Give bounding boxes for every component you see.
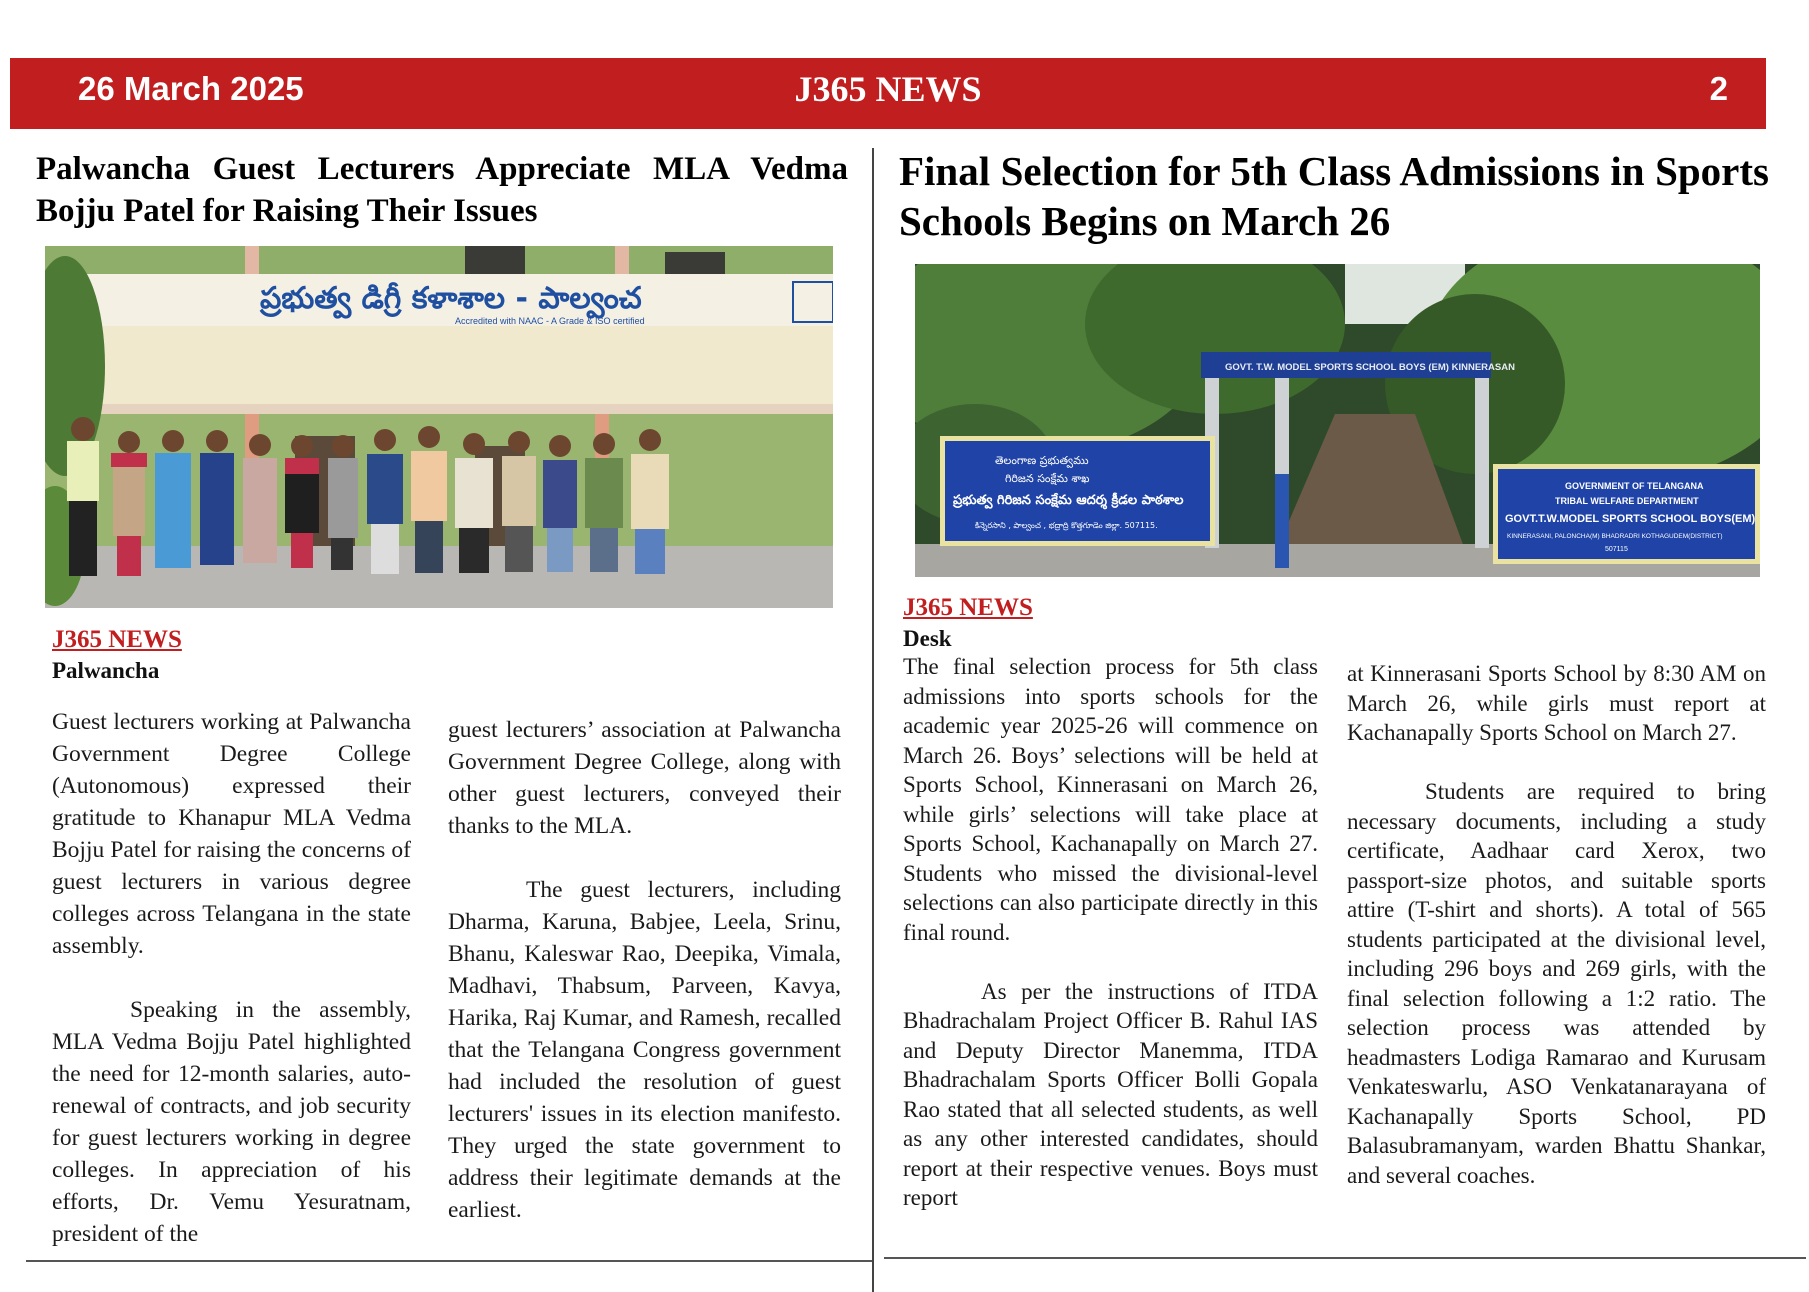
svg-text:గిరిజన సంక్షేమ శాఖ: గిరిజన సంక్షేమ శాఖ bbox=[1005, 472, 1090, 485]
svg-text:KINNERASANI, PALONCHA(M) BHADR: KINNERASANI, PALONCHA(M) BHADRADRI KOTHAGUDEM(DISTRICT) bbox=[1507, 533, 1723, 540]
right-article-column-2 bbox=[1347, 659, 1766, 1190]
left-article-byline bbox=[52, 624, 182, 686]
paragraph: The guest lecturers, including Dharma, Karuna, Babjee, Leela, Srinu, Bhanu, Kaleswar Rao, Deepika, Vimala, Madhavi, Thabsum, Parveen, Kavya, Harika, Raj Kumar, and Ramesh, recalled that the Telangana Congress government had included the resolution of guest lecturers' issues in its election manifesto. They urged the state government to address their legitimate demands at the earliest. bbox=[448, 877, 841, 1223]
paragraph: guest lecturers’ association at Palwancha Government Degree College, along with other guest lecturers, conveyed their thanks to the MLA. bbox=[448, 717, 841, 839]
sports-school-gate-photo bbox=[915, 264, 1760, 577]
right-article-headline: Final Selection for 5th Class Admissions in Sports Schools Begins on March 26 bbox=[899, 148, 1769, 244]
college-group-photo bbox=[45, 246, 833, 608]
left-article-photo bbox=[45, 246, 833, 608]
publication-name: J365 NEWS bbox=[794, 69, 982, 109]
right-article-source[interactable]: J365 NEWS bbox=[903, 594, 1033, 621]
svg-text:Accredited with NAAC - A Grade: Accredited with NAAC - A Grade & ISO certified bbox=[455, 316, 645, 326]
left-article-column-1 bbox=[52, 706, 411, 1250]
bottom-rule-right bbox=[884, 1257, 1806, 1259]
paragraph: Speaking in the assembly, MLA Vedma Bojju Patel highlighted the need for 12-month salaries, auto-renewal of contracts, and job security for guest lecturers working in degree colleges. In appreciation of his efforts, Dr. Vemu Yesuratnam, president of the bbox=[52, 997, 411, 1247]
gate-arch-sign: GOVT. T.W. MODEL SPORTS SCHOOL BOYS (EM) KINNERASAN bbox=[1225, 362, 1515, 373]
paragraph: at Kinnerasani Sports School by 8:30 AM on March 26, while girls must report at Kachanapally Sports School on March 27. bbox=[1347, 661, 1766, 745]
bottom-rule-left bbox=[26, 1260, 872, 1262]
left-article-dateline: Palwancha bbox=[52, 658, 160, 683]
svg-text:తెలంగాణ ప్రభుత్వము: తెలంగాణ ప్రభుత్వము bbox=[995, 454, 1089, 467]
paragraph: As per the instructions of ITDA Bhadrachalam Project Officer B. Rahul IAS and Deputy Director Manemma, ITDA Bhadrachalam Sports Officer Bolli Gopala Rao stated that all selected students, as well as any other interested candidates, should report at their respective venues. Boys must report bbox=[903, 978, 1318, 1210]
svg-text:GOVERNMENT OF TELANGANA: GOVERNMENT OF TELANGANA bbox=[1565, 481, 1704, 491]
college-sign-text: ప్రభుత్వ డిగ్రీ కళాశాల - పాల్వంచ bbox=[260, 281, 642, 316]
svg-text:507115: 507115 bbox=[1605, 546, 1628, 553]
svg-text:TRIBAL WELFARE DEPARTMENT: TRIBAL WELFARE DEPARTMENT bbox=[1555, 496, 1699, 506]
right-article-dateline: Desk bbox=[903, 626, 952, 651]
paragraph: Guest lecturers working at Palwancha Government Degree College (Autonomous) expressed their gratitude to Khanapur MLA Vedma Bojju Patel for raising the concerns of guest lecturers in various degree colleges across Telangana in the state assembly. bbox=[52, 709, 411, 959]
svg-text:ప్రభుత్వ గిరిజన సంక్షేమ ఆదర్శ: ప్రభుత్వ గిరిజన సంక్షేమ ఆదర్శ క్రీడల పాఠశాల bbox=[953, 493, 1184, 508]
column-divider bbox=[872, 148, 874, 1292]
page-number: 2 bbox=[1709, 70, 1728, 107]
svg-text:GOVT.T.W.MODEL SPORTS SCHOOL B: GOVT.T.W.MODEL SPORTS SCHOOL BOYS(EM) bbox=[1505, 513, 1756, 525]
masthead-bar bbox=[10, 58, 1766, 129]
issue-date: 26 March 2025 bbox=[78, 70, 304, 107]
paragraph: The final selection process for 5th class admissions into sports schools for the academic year 2025-26 will commence on March 26. Boys’ selections will be held at Sports School, Kinnerasani on March 26, while girls’ selections will take place at Sports School, Kachanapally on March 27. Students who missed the divisional-level selections can also participate directly in this final round. bbox=[903, 654, 1318, 945]
right-article-column-1 bbox=[903, 652, 1318, 1213]
paragraph: Students are required to bring necessary documents, including a study certificate, Aadhaar card Xerox, two passport-size photos, and suitable sports attire (T-shirt and shorts). A total of 565 students participated at the divisional level, including 296 boys and 269 girls, with the final selection following a 1:2 ratio. The selection process was attended by headmasters Lodiga Ramarao and Kurusam Venkateswarlu, ASO Venkatanarayana of Kachanapally Sports School, PD Balasubramanyam, warden Bhattu Shankar, and several coaches. bbox=[1347, 779, 1766, 1188]
left-article-source[interactable]: J365 NEWS bbox=[52, 626, 182, 653]
right-article-byline bbox=[903, 592, 1033, 654]
svg-text:కిన్నెరసాని , పాల్వంచ , భద్రాద: కిన్నెరసాని , పాల్వంచ , భద్రాద్రి కొత్తగూడెం జిల్లా. 507115. bbox=[975, 521, 1158, 530]
left-article-column-2 bbox=[448, 714, 841, 1226]
right-article-photo bbox=[915, 264, 1760, 577]
left-article-headline: Palwancha Guest Lecturers Appreciate MLA Vedma Bojju Patel for Raising Their Issues bbox=[36, 151, 848, 229]
